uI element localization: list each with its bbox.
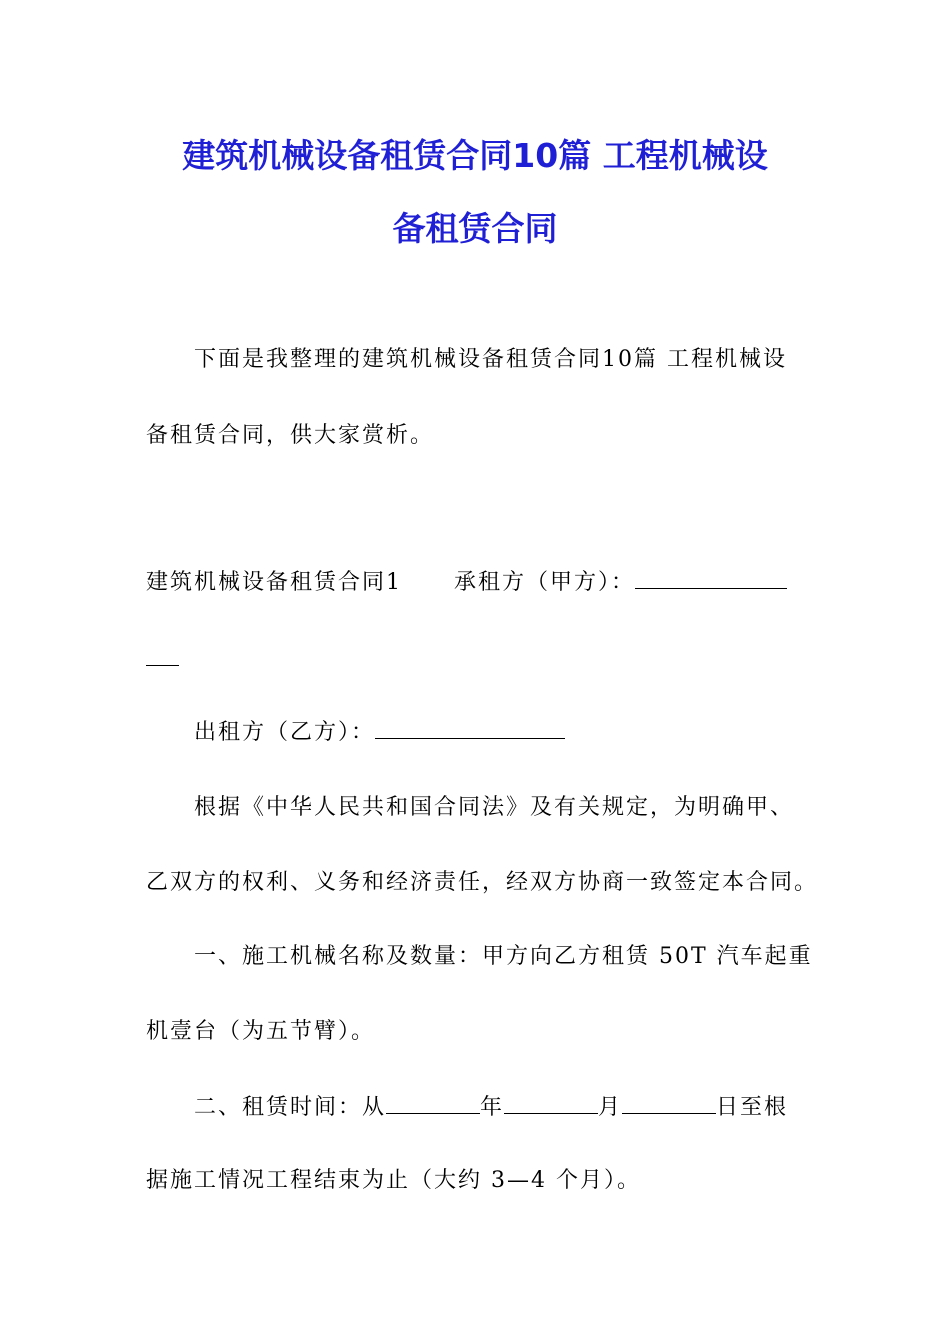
year-label: 年 [480, 1095, 505, 1120]
contract-heading: 建筑机械设备租赁合同1 [146, 570, 402, 595]
start-month-blank [504, 1093, 598, 1114]
lessor-label: 出租方（乙方）： [194, 720, 376, 745]
lessor-row [194, 718, 565, 748]
day-suffix: 日至根 [716, 1095, 789, 1120]
clause-1-line-2: 机壹台（为五节臂）。 [146, 1019, 376, 1044]
lessee-blank-continuation-row [146, 645, 179, 675]
clause-2-line-1 [194, 1093, 788, 1123]
preamble-line-2: 乙双方的权利、义务和经济责任，经双方协商一致签定本合同。 [146, 870, 819, 895]
lessee-blank-continuation [146, 645, 179, 666]
clause-2-prefix: 二、租赁时间：从 [194, 1095, 387, 1120]
document-title-line-2: 备租赁合同 [392, 209, 558, 248]
lessor-blank [375, 718, 565, 739]
start-day-blank [622, 1093, 716, 1114]
preamble-line-1: 根据《中华人民共和国合同法》及有关规定，为明确甲、 [194, 795, 795, 820]
clause-1-line-1: 一、施工机械名称及数量：甲方向乙方租赁 50T 汽车起重 [194, 944, 813, 969]
month-label: 月 [598, 1095, 623, 1120]
intro-paragraph-line-2: 备租赁合同，供大家赏析。 [146, 423, 435, 448]
contract-heading-row [146, 568, 787, 598]
intro-paragraph-line-1: 下面是我整理的建筑机械设备租赁合同10篇 工程机械设 [194, 347, 787, 372]
lessee-label: 承租方（甲方）： [454, 570, 636, 595]
lessee-blank [635, 568, 787, 589]
start-year-blank [386, 1093, 480, 1114]
document-title-line-1: 建筑机械设备租赁合同10篇 工程机械设 [182, 136, 768, 175]
clause-2-line-2: 据施工情况工程结束为止（大约 3—4 个月）。 [146, 1168, 641, 1193]
